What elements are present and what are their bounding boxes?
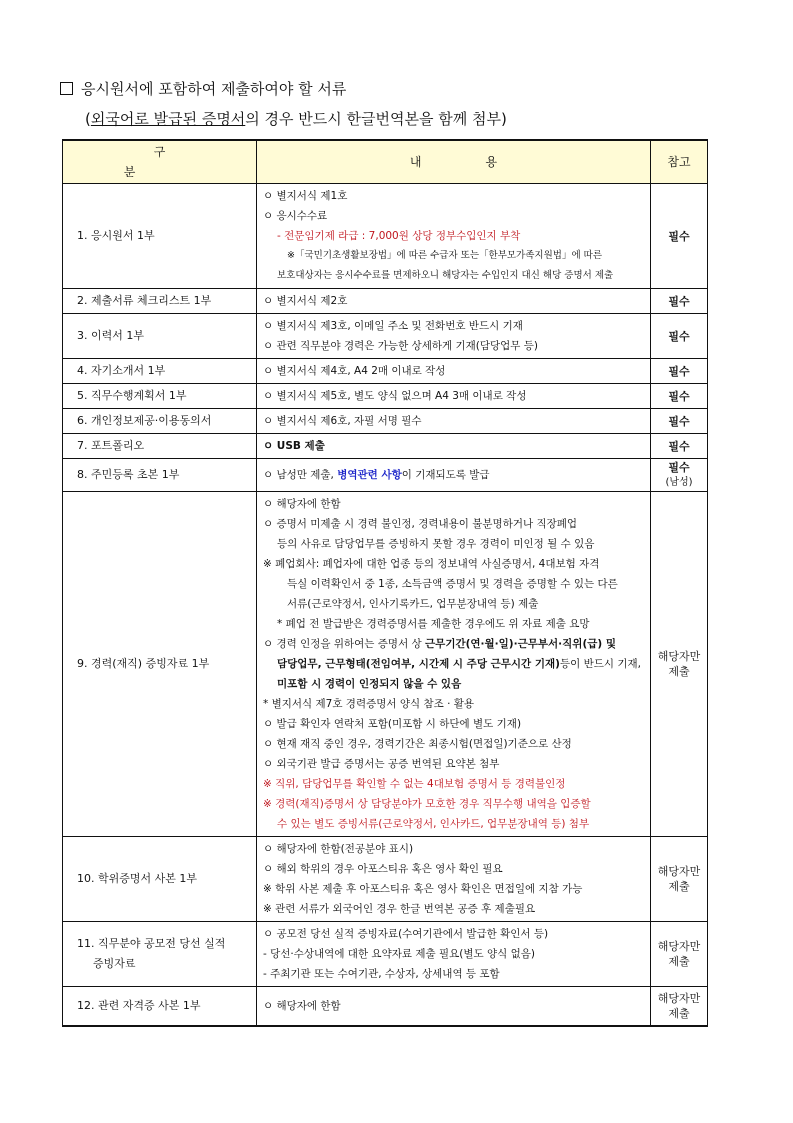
row-content: ㅇ 별지서식 제1호 ㅇ 응시수수료 - 전문임기제 라급 : 7,000원 상당 정부수입인지 부착 ※「국민기초생활보장법」에 따른 수급자 또는「한부모가족지원법」에 따른 보호대상자는 응시수수료를 면제하오니 해당자는 수입인지 대신 해당 증명서 제출 (257, 184, 651, 289)
row-category: 11. 직무분야 공모전 당선 실적 증빙자료 (63, 922, 257, 987)
table-row (63, 384, 708, 409)
row-category: 3. 이력서 1부 (63, 314, 257, 359)
row-reference: 해당자만 제출 (651, 987, 708, 1027)
section-subheading: (외국어로 발급된 증명서의 경우 반드시 한글번역본을 함께 첨부) (85, 110, 507, 128)
row-content: ㅇ 별지서식 제2호 (257, 289, 651, 314)
row-reference: 필수 (남성) (651, 459, 708, 492)
row-reference: 필수 (651, 409, 708, 434)
row-reference: 해당자만 제출 (651, 837, 708, 922)
row-reference: 필수 (651, 184, 708, 289)
header-reference: 참고 (651, 140, 708, 184)
row-content: ㅇ 해당자에 한함(전공분야 표시) ㅇ 해외 학위의 경우 아포스티유 혹은 영사 확인 필요 ※ 학위 사본 제출 후 아포스티유 혹은 영사 확인은 면접일에 지참 가능 ※ 관련 서류가 외국어인 경우 한글 번역본 공증 후 제출필요 (257, 837, 651, 922)
section-heading (60, 78, 346, 99)
row-category: 5. 직무수행계획서 1부 (63, 384, 257, 409)
documents-table (62, 139, 708, 1027)
row-category: 9. 경력(재직) 증빙자료 1부 (63, 492, 257, 837)
row-category: 12. 관련 자격증 사본 1부 (63, 987, 257, 1027)
row-category: 7. 포트폴리오 (63, 434, 257, 459)
header-category: 구분 (63, 140, 257, 184)
table-row (63, 459, 708, 492)
row-content: ㅇ 남성만 제출, 병역관련 사항이 기재되도록 발급 (257, 459, 651, 492)
table-row (63, 987, 708, 1027)
row-content: ㅇ 별지서식 제5호, 별도 양식 없으며 A4 3매 이내로 작성 (257, 384, 651, 409)
row-category: 6. 개인정보제공·이용동의서 (63, 409, 257, 434)
table-row (63, 409, 708, 434)
header-content: 내용 (257, 140, 651, 184)
table-row (63, 837, 708, 922)
row-reference: 필수 (651, 289, 708, 314)
row-content: ㅇ 해당자에 한함 ㅇ 증명서 미제출 시 경력 불인정, 경력내용이 불분명하거나 직장폐업 등의 사유로 담당업무를 증빙하지 못할 경우 경력이 미인정 될 수 있음 ※ 폐업회사: 폐업자에 대한 업종 등의 정보내역 사실증명서, 4대보험 자격 득실 이력확인서 중 1종, 소득금액 증명서 및 경력을 증명할 수 있는 다른 서류(근로약정서, 인사기록카드, 업무분장내역 등) 제출 * 폐업 전 발급받은 경력증명서를 제출한 경우에도 위 자료 제출 요망 ㅇ 경력 인정을 위하여는 증명서 상 근무기간(연·월·일)·근무부서·직위(급) 및 담당업무, 근무형태(전임여부, 시간제 시 주당 근무시간 기재)등이 반드시 기재, 미포함 시 경력이 인정되지 않을 수 있음 * 별지서식 제7호 경력증명서 양식 참조 · 활용 ㅇ 발급 확인자 연락처 포함(미포함 시 하단에 별도 기재) ㅇ 현재 재직 중인 경우, 경력기간은 최종시험(면접일)기준으로 산정 ㅇ 외국기관 발급 증명서는 공증 번역된 요약본 첨부 ※ 직위, 담당업무를 확인할 수 없는 4대보험 증명서 등 경력불인정 ※ 경력(재직)증명서 상 담당분야가 모호한 경우 직무수행 내역을 입증할 수 있는 별도 증빙서류(근로약정서, 인사카드, 업무분장내역 등) 첨부 (257, 492, 651, 837)
row-category: 8. 주민등록 초본 1부 (63, 459, 257, 492)
table-row (63, 314, 708, 359)
row-category: 2. 제출서류 체크리스트 1부 (63, 289, 257, 314)
row-reference: 필수 (651, 314, 708, 359)
row-category: 4. 자기소개서 1부 (63, 359, 257, 384)
table-row (63, 289, 708, 314)
military-service-highlight: 병역관련 사항 (337, 469, 402, 481)
row-category: 10. 학위증명서 사본 1부 (63, 837, 257, 922)
row-reference: 필수 (651, 384, 708, 409)
row-reference: 해당자만 제출 (651, 492, 708, 837)
row-content: ㅇ 해당자에 한함 (257, 987, 651, 1027)
row-category: 1. 응시원서 1부 (63, 184, 257, 289)
table-row (63, 492, 708, 837)
checkbox-square-icon (60, 82, 73, 95)
table-row (63, 922, 708, 987)
heading-text: 응시원서에 포함하여 제출하여야 할 서류 (81, 80, 347, 98)
subheading-underlined: 외국어로 발급된 증명서 (90, 110, 246, 128)
table-row (63, 184, 708, 289)
table-header-row (63, 140, 708, 184)
table-row (63, 359, 708, 384)
row-content: ㅇ USB 제출 (257, 434, 651, 459)
row-content: ㅇ 별지서식 제4호, A4 2매 이내로 작성 (257, 359, 651, 384)
row-reference: 필수 (651, 359, 708, 384)
row-content: ㅇ 별지서식 제3호, 이메일 주소 및 전화번호 반드시 기재 ㅇ 관련 직무분야 경력은 가능한 상세하게 기재(담당업무 등) (257, 314, 651, 359)
row-content: ㅇ 별지서식 제6호, 자필 서명 필수 (257, 409, 651, 434)
table-row (63, 434, 708, 459)
row-reference: 필수 (651, 434, 708, 459)
row-reference: 해당자만 제출 (651, 922, 708, 987)
row-content: ㅇ 공모전 당선 실적 증빙자료(수여기관에서 발급한 확인서 등) - 당선·수상내역에 대한 요약자료 제출 필요(별도 양식 없음) - 주최기관 또는 수여기관, 수상자, 상세내역 등 포함 (257, 922, 651, 987)
